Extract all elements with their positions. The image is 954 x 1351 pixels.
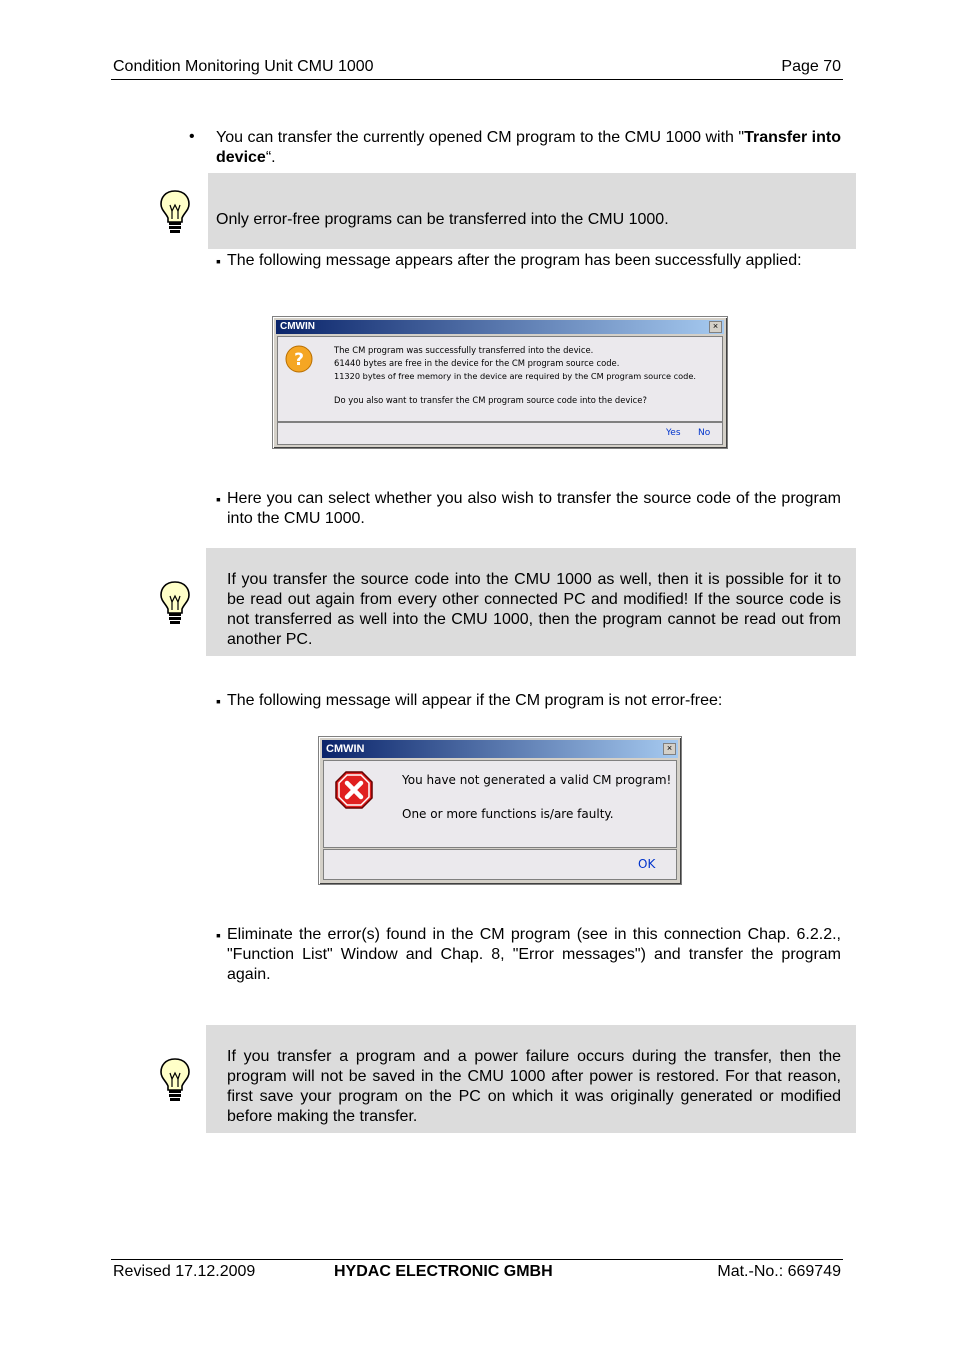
dialog-2-title: CMWIN (326, 743, 365, 755)
bullet-glyph: • (189, 128, 195, 145)
footer-rule (111, 1259, 843, 1260)
lightbulb-icon (158, 580, 192, 626)
dialog-2-line-1: You have not generated a valid CM program! (402, 773, 672, 787)
lightbulb-icon (158, 189, 192, 235)
note-3-text: If you transfer a program and a power failure occurs during the transfer, then the program will not be saved in the CMU 1000 after power is restored. For that reason, first save your program on the PC on which it was originally generated or modified before making the transfer. (227, 1048, 841, 1125)
dialog-1-titlebar (276, 320, 724, 334)
bullet1-bold: Transfer into device (216, 129, 842, 166)
no-button[interactable]: No (698, 428, 711, 438)
header-title: Condition Monitoring Unit CMU 1000 (113, 58, 374, 75)
question-icon (285, 345, 313, 373)
bullet1-prefix: You can transfer the currently opened CM program to the CMU 1000 with " (216, 129, 745, 146)
note-1-text: Only error-free programs can be transferred into the CMU 1000. (216, 211, 669, 228)
dialog-transfer-success (272, 316, 728, 449)
square-bullet-4: ▪ (216, 927, 221, 943)
dialog-1-line-2: 61440 bytes are free in the device for the CM program source code. (334, 358, 620, 368)
step-1-text: The following message appears after the program has been successfully applied: (227, 252, 802, 269)
square-bullet-1: ▪ (216, 253, 221, 269)
error-stop-icon (334, 770, 374, 810)
step-3-text: The following message will appear if the CM program is not error-free: (227, 692, 723, 709)
yes-button[interactable]: Yes (666, 428, 681, 438)
footer-revised: Revised 17.12.2009 (113, 1263, 256, 1280)
square-bullet-2: ▪ (216, 491, 221, 507)
dialog-2-titlebar (322, 740, 678, 758)
bullet1-suffix: “. (265, 149, 276, 166)
header-rule (111, 79, 843, 80)
dialog-2-line-2: One or more functions is/are faulty. (402, 807, 614, 821)
footer-company: HYDAC ELECTRONIC GMBH (334, 1263, 553, 1280)
note-box-1 (208, 173, 856, 249)
close-icon[interactable]: × (663, 743, 676, 755)
note-2-text: If you transfer the source code into the CMU 1000 as well, then it is possible for it to be read out again from every other connected PC and modified! If the source code is not transferred as well into the CMU 1000, then the program cannot be read out from another PC. (227, 571, 841, 648)
dialog-1-footer (277, 422, 723, 445)
dialog-2-body (323, 760, 677, 848)
dialog-1-line-4: Do you also want to transfer the CM program source code into the device? (334, 395, 647, 405)
dialog-1-line-3: 11320 bytes of free memory in the device are required by the CM program source code. (334, 371, 696, 381)
step-4-text: Eliminate the error(s) found in the CM program (see in this connection Chap. 6.2.2., "Function List" Window and Chap. 8, "Error messages") and transfer the program again. (227, 926, 841, 983)
dialog-2-footer (323, 849, 677, 880)
bullet-transfer-into-device (216, 128, 841, 168)
svg-text:?: ? (294, 350, 304, 370)
square-bullet-3: ▪ (216, 693, 221, 709)
note-box-3 (206, 1025, 856, 1133)
close-icon[interactable]: × (709, 321, 722, 333)
lightbulb-icon (158, 1057, 192, 1103)
dialog-invalid-program (318, 736, 682, 885)
step-2-text: Here you can select whether you also wish to transfer the source code of the program into the CMU 1000. (227, 490, 841, 527)
page-number: Page 70 (781, 58, 841, 75)
footer-mat-no: Mat.-No.: 669749 (717, 1263, 841, 1280)
dialog-1-title: CMWIN (280, 321, 315, 332)
ok-button[interactable]: OK (638, 857, 656, 871)
dialog-1-body (277, 336, 723, 422)
note-box-2 (206, 548, 856, 656)
dialog-1-line-1: The CM program was successfully transferred into the device. (334, 345, 594, 355)
